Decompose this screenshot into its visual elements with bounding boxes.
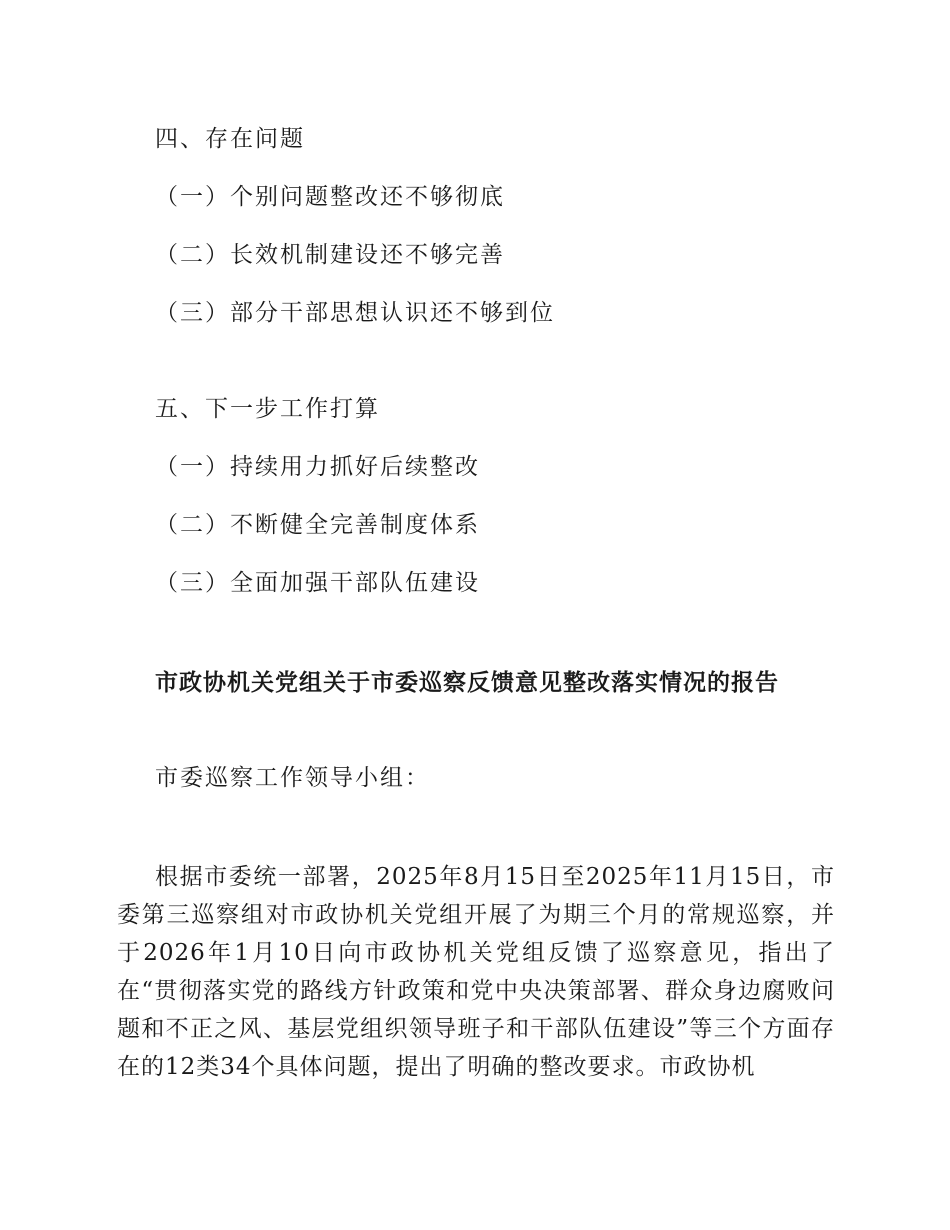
section5-item-2: （二）不断健全完善制度体系 bbox=[155, 512, 480, 538]
report-paragraph: 根据市委统一部署，2025年8月15日至2025年11月15日，市委第三巡察组对市政协机关党组开展了为期三个月的常规巡察，并于2026年1月10日向市政协机关党组反馈了巡察意见，指出了在“贯彻落实党的路线方针政策和党中央决策部署、群众身边腐败问题和不正之风、基层党组织领导班子和干部队伍建设”等三个方面存在的12类34个具体问题，提出了明确的整改要求。市政协机 bbox=[117, 864, 835, 1080]
section4-item-2: （二）长效机制建设还不够完善 bbox=[155, 242, 505, 268]
report-salutation: 市委巡察工作领导小组： bbox=[155, 765, 430, 791]
section4-item-1: （一）个别问题整改还不够彻底 bbox=[155, 184, 505, 210]
section5-item-3: （三）全面加强干部队伍建设 bbox=[155, 570, 480, 596]
section5-heading: 五、下一步工作打算 bbox=[155, 396, 380, 422]
report-title: 市政协机关党组关于市委巡察反馈意见整改落实情况的报告 bbox=[155, 669, 779, 696]
section4-heading: 四、存在问题 bbox=[155, 126, 305, 152]
section5-item-1: （一）持续用力抓好后续整改 bbox=[155, 454, 480, 480]
section4-item-3: （三）部分干部思想认识还不够到位 bbox=[155, 300, 555, 326]
